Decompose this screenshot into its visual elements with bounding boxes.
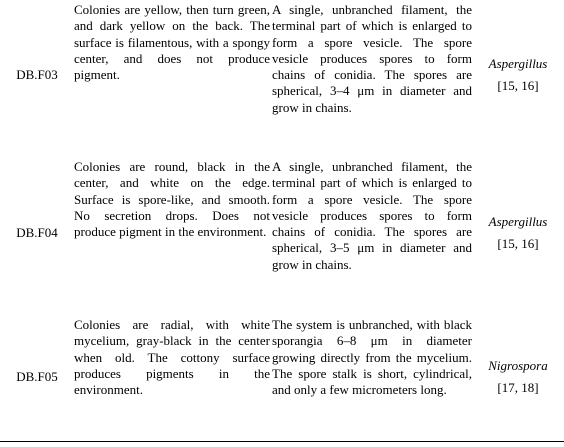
- genus-name: Nigrospora: [488, 357, 548, 373]
- genus-cell: [472, 0, 564, 148]
- microscopic-description: A single, unbranched filament, the terminal part of which is enlarged to form a spore vesicle. The spore vesicle produces spores to form chains of conidia. The spores are spherical, 3–5 μm in diameter and grow in chains.: [272, 159, 472, 272]
- genus-cell: [472, 148, 564, 307]
- genus-name: Aspergillus: [488, 213, 548, 229]
- genus-references: [17, 18]: [497, 380, 539, 395]
- table-row: [0, 148, 564, 307]
- colony-description: Colonies are round, black in the center, and white on the edge. Surface is spore-like, and smooth. No secretion drops. Does not produce pigment in the environment.: [74, 159, 270, 240]
- table-bottom-rule: [0, 441, 564, 442]
- genus-references: [15, 16]: [497, 78, 539, 93]
- table-row: [0, 0, 564, 148]
- genus-name: Aspergillus: [488, 55, 548, 71]
- genus-references: [15, 16]: [497, 236, 539, 251]
- microscopic-description: A single, unbranched filament, the terminal part of which is enlarged to form a spore vesicle. The spore vesicle produces spores to form chains of conidia. The spores are spherical, 3–4 μm in diameter and grow in chains.: [272, 2, 472, 115]
- isolate-code: DB.F05: [16, 368, 58, 384]
- genus-cell: [472, 307, 564, 437]
- microscopic-description: The system is unbranched, with black sporangia 6–8 μm in diameter growing directly from the mycelium. The spore stalk is short, cylindrical, and only a few micrometers long.: [272, 317, 472, 398]
- table-row: [0, 307, 564, 437]
- isolate-code: DB.F04: [16, 224, 58, 240]
- colony-description: Colonies are yellow, then turn green, and dark yellow on the back. The surface is filamentous, with a spongy center, and does not produce pigment.: [74, 2, 270, 83]
- isolate-code: DB.F03: [16, 66, 58, 82]
- colony-description: Colonies are radial, with white mycelium, gray-black in the center when old. The cottony surface produces pigments in the environment.: [74, 317, 270, 398]
